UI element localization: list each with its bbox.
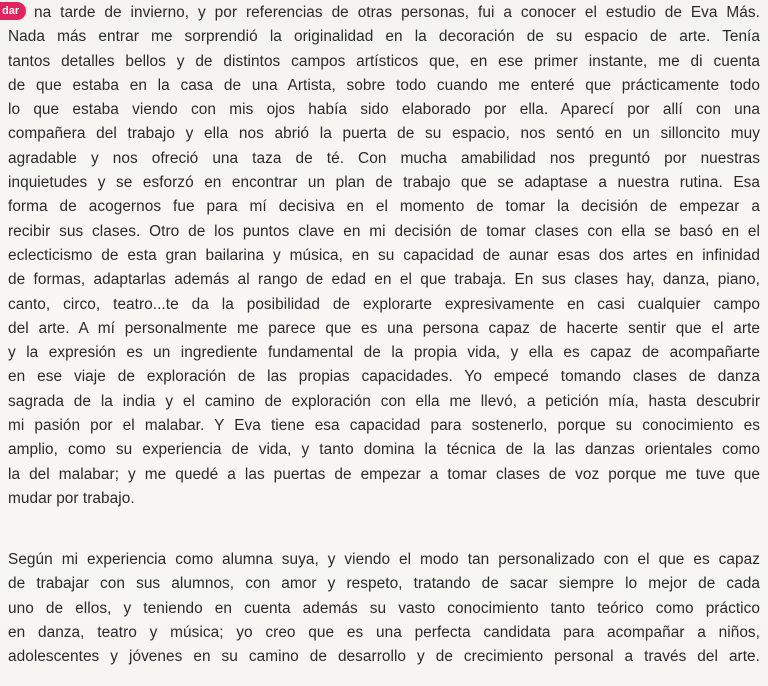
text-line: forma de acogernos fue para mí decisiva en el momento de tomar la decisión de empezar a: [8, 198, 760, 216]
text-line: sagrada de la india y el camino de exploración con ella me llevó, a petición mía, hasta descubrir: [8, 392, 760, 410]
paragraph-1: [8, 1, 760, 511]
text-line: tantos detalles bellos y de distintos campos artísticos que, en ese primer instante, me di cuenta: [8, 52, 760, 70]
text-line: en danza, teatro y música; yo creo que es una perfecta candidata para acompañar a niños,: [8, 623, 760, 641]
text-line: en ese viaje de exploración de las propias capacidades. Yo empecé tomando clases de danza: [8, 368, 760, 386]
text-line: de trabajar con sus alumnos, con amor y respeto, tratando de sacar siempre lo mejor de cada: [8, 575, 760, 593]
text-line: amplio, como su experiencia de vida, y tanto domina la técnica de la las danzas orientales como: [8, 441, 760, 459]
text-line: lo que estaba viendo con mis ojos había sido elaborado por ella. Aparecí por allí con una: [8, 101, 760, 119]
text-line: inquietudes y se esforzó en encontrar un plan de trabajo que se adaptase a nuestra rutina. Esa: [8, 174, 760, 192]
text-line: Nada más entrar me sorprendió la originalidad en la decoración de su espacio de arte. Tenía: [8, 28, 760, 46]
text-line: compañera del trabajo y ella nos abrió la puerta de su espacio, nos sentó en un silloncito muy: [8, 125, 760, 143]
text-line: recibir sus clases. Otro de los puntos clave en mi decisión de tomar clases con ella se basó en el: [8, 222, 760, 240]
text-line: adolescentes y jóvenes en su camino de desarrollo y de crecimiento personal a través del arte.: [8, 648, 760, 666]
text-line: uno de ellos, y teniendo en cuenta además su vasto conocimiento tanto teórico como práctico: [8, 599, 760, 617]
text-line: del arte. A mí personalmente me parece que es una persona capaz de hacerte sentir que el arte: [8, 319, 760, 337]
text-line: de formas, adaptarlas además al rango de edad en el que trabaja. En sus clases hay, danza, piano,: [8, 271, 760, 289]
text-line: mi pasión por el malabar. Y Eva tiene esa capacidad para sostenerlo, porque su conocimiento es: [8, 417, 760, 435]
paragraph-2: [8, 548, 760, 669]
text-line: de que estaba en la casa de una Artista, sobre todo cuando me enteré que prácticamente todo: [8, 76, 760, 94]
text-line: canto, circo, teatro...te da la posibilidad de explorarte expresivamente en casi cualquier campo: [8, 295, 760, 313]
text-line: na tarde de invierno, y por referencias de otras personas, fui a conocer el estudio de Eva Más.: [34, 4, 760, 21]
text-line: la del malabar; y me quedé a las puertas de empezar a tomar clases de voz porque me tuve que: [8, 465, 760, 483]
text-line: y la expresión es un ingrediente fundamental de la propia vida, y ella es capaz de acompañarte: [8, 344, 760, 362]
notification-badge: dar: [0, 2, 26, 20]
text-line: Según mi experiencia como alumna suya, y viendo el modo tan personalizado con el que es capaz: [8, 551, 760, 568]
text-line: mudar por trabajo.: [8, 489, 135, 507]
text-line: eclecticismo de esta gran bailarina y música, en su capacidad de aunar esas dos artes en infinidad: [8, 246, 760, 264]
text-line: agradable y nos ofreció una taza de té. Con mucha amabilidad nos preguntó por nuestras: [8, 149, 760, 167]
